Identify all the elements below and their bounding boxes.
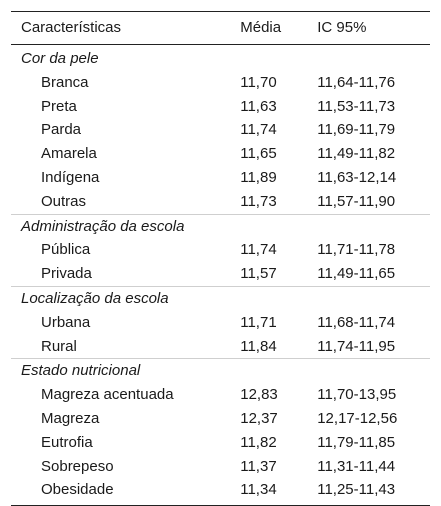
row-ci: 11,31-11,44	[317, 457, 396, 475]
row-mean: 11,37	[240, 457, 277, 475]
row-label: Sobrepeso	[41, 457, 114, 475]
table-row	[11, 311, 430, 335]
row-mean: 12,83	[240, 386, 278, 404]
table-row	[11, 478, 430, 505]
row-label: Rural	[41, 337, 77, 355]
row-mean: 11,70	[240, 73, 277, 91]
table-header	[11, 12, 430, 45]
table-row	[11, 118, 430, 142]
row-mean: 11,84	[240, 337, 277, 355]
table-row	[11, 142, 430, 166]
row-ci: 11,69-11,79	[317, 121, 396, 139]
table-row	[11, 71, 430, 95]
table-body	[11, 45, 430, 506]
group-title: Administração da escola	[11, 214, 430, 238]
group-title: Localização da escola	[11, 286, 430, 310]
table-row	[11, 190, 430, 214]
row-label: Pública	[41, 241, 91, 259]
row-ci: 11,49-11,65	[317, 265, 396, 283]
row-label: Magreza acentuada	[41, 386, 174, 404]
row-ci: 12,17-12,56	[317, 409, 398, 427]
row-ci: 11,63-12,14	[317, 168, 397, 186]
row-ci: 11,53-11,73	[317, 97, 396, 115]
row-ci: 11,68-11,74	[317, 313, 396, 331]
row-mean: 11,82	[240, 433, 277, 451]
row-label: Indígena	[41, 168, 100, 186]
row-label: Amarela	[41, 145, 97, 163]
header-ci: IC 95%	[317, 12, 430, 45]
table-row	[11, 335, 430, 359]
row-mean: 11,74	[240, 241, 277, 259]
row-mean: 11,71	[240, 313, 277, 331]
header-mean: Média	[240, 12, 317, 45]
row-label: Obesidade	[11, 478, 240, 505]
row-mean: 11,57	[240, 265, 277, 283]
row-label: Outras	[41, 192, 87, 210]
table-row	[11, 407, 430, 431]
group-header-row	[11, 214, 430, 238]
row-ci: 11,71-11,78	[317, 241, 396, 259]
group-header-row	[11, 359, 430, 383]
table-row	[11, 166, 430, 190]
row-mean: 11,89	[240, 168, 277, 186]
table-row	[11, 238, 430, 262]
row-ci: 11,64-11,76	[317, 73, 396, 91]
row-ci: 11,74-11,95	[317, 337, 396, 355]
table-row	[11, 383, 430, 407]
header-row	[11, 12, 430, 45]
row-mean: 11,34	[240, 478, 317, 505]
row-mean: 11,73	[240, 192, 277, 210]
group-title: Estado nutricional	[11, 359, 430, 383]
group-header-row	[11, 286, 430, 310]
row-label: Magreza	[41, 409, 100, 427]
row-ci: 11,79-11,85	[317, 433, 396, 451]
row-mean: 11,63	[240, 97, 277, 115]
table-row	[11, 431, 430, 455]
row-label: Preta	[41, 97, 77, 115]
row-mean: 11,65	[240, 145, 277, 163]
header-characteristics: Características	[11, 12, 240, 45]
data-table-container	[11, 11, 430, 506]
row-ci: 11,25-11,43	[317, 478, 430, 505]
row-label: Privada	[41, 265, 92, 283]
row-label: Parda	[41, 121, 82, 139]
row-ci: 11,57-11,90	[317, 192, 396, 210]
group-header-row	[11, 45, 430, 71]
table-row	[11, 455, 430, 479]
row-label: Urbana	[41, 313, 91, 331]
row-mean: 12,37	[240, 409, 278, 427]
table-row	[11, 95, 430, 119]
row-label: Eutrofia	[41, 433, 93, 451]
group-title: Cor da pele	[21, 50, 99, 67]
row-label: Branca	[41, 73, 89, 91]
table-row	[11, 262, 430, 286]
row-mean: 11,74	[240, 121, 277, 139]
row-ci: 11,70-13,95	[317, 386, 397, 404]
data-table	[11, 11, 430, 506]
row-ci: 11,49-11,82	[317, 145, 396, 163]
